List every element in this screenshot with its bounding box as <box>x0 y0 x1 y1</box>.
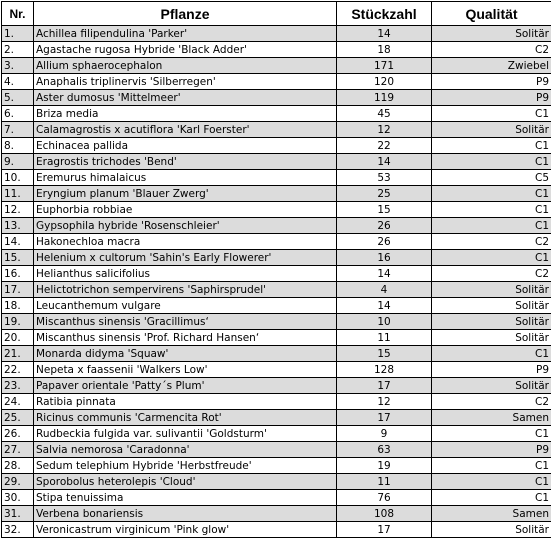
cell-qualitaet: P9 <box>432 74 551 90</box>
cell-stueckzahl: 26 <box>337 218 432 234</box>
cell-nr: 8. <box>2 138 34 154</box>
table-row <box>2 234 551 250</box>
table-row <box>2 298 551 314</box>
cell-qualitaet: C1 <box>432 474 551 490</box>
cell-pflanze: Achillea filipendulina 'Parker' <box>34 26 337 42</box>
cell-stueckzahl: 17 <box>337 410 432 426</box>
cell-qualitaet: Zwiebel <box>432 58 551 74</box>
cell-qualitaet: P9 <box>432 90 551 106</box>
table-row <box>2 458 551 474</box>
cell-stueckzahl: 14 <box>337 266 432 282</box>
table-row <box>2 490 551 506</box>
cell-nr: 26. <box>2 426 34 442</box>
cell-pflanze: Agastache rugosa Hybride 'Black Adder' <box>34 42 337 58</box>
cell-stueckzahl: 171 <box>337 58 432 74</box>
cell-nr: 29. <box>2 474 34 490</box>
cell-nr: 13. <box>2 218 34 234</box>
table-row <box>2 74 551 90</box>
table-row <box>2 522 551 538</box>
cell-nr: 24. <box>2 394 34 410</box>
header-row <box>2 2 551 26</box>
cell-qualitaet: Samen <box>432 410 551 426</box>
cell-pflanze: Ricinus communis 'Carmencita Rot' <box>34 410 337 426</box>
cell-qualitaet: C1 <box>432 346 551 362</box>
cell-pflanze: Nepeta x faassenii 'Walkers Low' <box>34 362 337 378</box>
cell-nr: 11. <box>2 186 34 202</box>
cell-qualitaet: C1 <box>432 250 551 266</box>
cell-nr: 22. <box>2 362 34 378</box>
table-row <box>2 442 551 458</box>
column-header-qualitaet: Qualität <box>432 2 551 26</box>
cell-stueckzahl: 119 <box>337 90 432 106</box>
cell-pflanze: Euphorbia robbiae <box>34 202 337 218</box>
cell-pflanze: Leucanthemum vulgare <box>34 298 337 314</box>
cell-qualitaet: C2 <box>432 42 551 58</box>
cell-pflanze: Miscanthus sinensis 'Prof. Richard Hansen‘ <box>34 330 337 346</box>
cell-nr: 3. <box>2 58 34 74</box>
cell-nr: 2. <box>2 42 34 58</box>
cell-qualitaet: C2 <box>432 234 551 250</box>
cell-qualitaet: Solitär <box>432 314 551 330</box>
table-row <box>2 426 551 442</box>
table-row <box>2 362 551 378</box>
cell-nr: 10. <box>2 170 34 186</box>
cell-qualitaet: C1 <box>432 458 551 474</box>
cell-stueckzahl: 14 <box>337 154 432 170</box>
table-row <box>2 266 551 282</box>
table-row <box>2 154 551 170</box>
table-row <box>2 282 551 298</box>
cell-stueckzahl: 19 <box>337 458 432 474</box>
table-row <box>2 218 551 234</box>
cell-stueckzahl: 45 <box>337 106 432 122</box>
table-row <box>2 346 551 362</box>
column-header-nr: Nr. <box>2 2 34 26</box>
cell-nr: 12. <box>2 202 34 218</box>
table-row <box>2 378 551 394</box>
cell-nr: 16. <box>2 266 34 282</box>
cell-stueckzahl: 16 <box>337 250 432 266</box>
cell-pflanze: Ratibia pinnata <box>34 394 337 410</box>
cell-nr: 6. <box>2 106 34 122</box>
cell-nr: 15. <box>2 250 34 266</box>
table-row <box>2 90 551 106</box>
table-row <box>2 106 551 122</box>
table-body <box>2 26 551 538</box>
cell-nr: 20. <box>2 330 34 346</box>
cell-stueckzahl: 11 <box>337 474 432 490</box>
cell-pflanze: Aster dumosus 'Mittelmeer' <box>34 90 337 106</box>
cell-qualitaet: Solitär <box>432 26 551 42</box>
cell-qualitaet: Solitär <box>432 298 551 314</box>
cell-qualitaet: Solitär <box>432 330 551 346</box>
table-row <box>2 394 551 410</box>
cell-stueckzahl: 14 <box>337 298 432 314</box>
cell-nr: 21. <box>2 346 34 362</box>
cell-nr: 1. <box>2 26 34 42</box>
table-row <box>2 410 551 426</box>
cell-pflanze: Monarda didyma 'Squaw' <box>34 346 337 362</box>
cell-stueckzahl: 14 <box>337 26 432 42</box>
cell-pflanze: Allium sphaerocephalon <box>34 58 337 74</box>
cell-qualitaet: Samen <box>432 506 551 522</box>
cell-nr: 28. <box>2 458 34 474</box>
cell-pflanze: Briza media <box>34 106 337 122</box>
cell-nr: 31. <box>2 506 34 522</box>
cell-qualitaet: C1 <box>432 138 551 154</box>
cell-pflanze: Hakonechloa macra <box>34 234 337 250</box>
cell-stueckzahl: 12 <box>337 394 432 410</box>
table-row <box>2 58 551 74</box>
cell-stueckzahl: 120 <box>337 74 432 90</box>
table-row <box>2 186 551 202</box>
cell-nr: 23. <box>2 378 34 394</box>
table-row <box>2 138 551 154</box>
table-row <box>2 26 551 42</box>
cell-stueckzahl: 9 <box>337 426 432 442</box>
cell-stueckzahl: 4 <box>337 282 432 298</box>
cell-nr: 18. <box>2 298 34 314</box>
cell-qualitaet: C2 <box>432 394 551 410</box>
cell-stueckzahl: 15 <box>337 202 432 218</box>
table-row <box>2 170 551 186</box>
cell-stueckzahl: 108 <box>337 506 432 522</box>
column-header-stueckzahl: Stückzahl <box>337 2 432 26</box>
cell-pflanze: Calamagrostis x acutiflora 'Karl Foerster' <box>34 122 337 138</box>
cell-stueckzahl: 17 <box>337 378 432 394</box>
cell-stueckzahl: 17 <box>337 522 432 538</box>
table-row <box>2 250 551 266</box>
cell-qualitaet: C5 <box>432 170 551 186</box>
cell-pflanze: Eragrostis trichodes 'Bend' <box>34 154 337 170</box>
cell-qualitaet: C1 <box>432 490 551 506</box>
cell-qualitaet: P9 <box>432 442 551 458</box>
cell-pflanze: Gypsophila hybride 'Rosenschleier' <box>34 218 337 234</box>
cell-nr: 9. <box>2 154 34 170</box>
cell-stueckzahl: 25 <box>337 186 432 202</box>
cell-qualitaet: Solitär <box>432 522 551 538</box>
cell-nr: 27. <box>2 442 34 458</box>
table-header <box>2 2 551 26</box>
cell-qualitaet: C1 <box>432 186 551 202</box>
cell-nr: 30. <box>2 490 34 506</box>
table-row <box>2 474 551 490</box>
cell-stueckzahl: 12 <box>337 122 432 138</box>
cell-stueckzahl: 18 <box>337 42 432 58</box>
cell-nr: 5. <box>2 90 34 106</box>
cell-pflanze: Papaver orientale 'Patty´s Plum' <box>34 378 337 394</box>
cell-pflanze: Verbena bonariensis <box>34 506 337 522</box>
cell-qualitaet: Solitär <box>432 282 551 298</box>
cell-qualitaet: Solitär <box>432 378 551 394</box>
table-row <box>2 122 551 138</box>
cell-pflanze: Veronicastrum virginicum 'Pink glow' <box>34 522 337 538</box>
cell-stueckzahl: 63 <box>337 442 432 458</box>
table-row <box>2 202 551 218</box>
plant-table <box>1 1 551 538</box>
cell-stueckzahl: 15 <box>337 346 432 362</box>
cell-qualitaet: Solitär <box>432 122 551 138</box>
column-header-pflanze: Pflanze <box>34 2 337 26</box>
table-row <box>2 330 551 346</box>
table-row <box>2 506 551 522</box>
cell-pflanze: Helenium x cultorum 'Sahin's Early Flowerer' <box>34 250 337 266</box>
cell-pflanze: Helictotrichon sempervirens 'Saphirsprudel' <box>34 282 337 298</box>
cell-stueckzahl: 22 <box>337 138 432 154</box>
cell-qualitaet: C2 <box>432 266 551 282</box>
table-row <box>2 42 551 58</box>
cell-pflanze: Rudbeckia fulgida var. sulivantii 'Goldsturm' <box>34 426 337 442</box>
cell-pflanze: Helianthus salicifolius <box>34 266 337 282</box>
cell-stueckzahl: 128 <box>337 362 432 378</box>
cell-qualitaet: C1 <box>432 426 551 442</box>
cell-pflanze: Sedum telephium Hybride 'Herbstfreude' <box>34 458 337 474</box>
cell-nr: 19. <box>2 314 34 330</box>
cell-pflanze: Echinacea pallida <box>34 138 337 154</box>
cell-stueckzahl: 10 <box>337 314 432 330</box>
cell-pflanze: Anaphalis triplinervis 'Silberregen' <box>34 74 337 90</box>
table-row <box>2 314 551 330</box>
cell-stueckzahl: 76 <box>337 490 432 506</box>
cell-nr: 32. <box>2 522 34 538</box>
cell-qualitaet: P9 <box>432 362 551 378</box>
cell-qualitaet: C1 <box>432 218 551 234</box>
cell-stueckzahl: 11 <box>337 330 432 346</box>
cell-nr: 14. <box>2 234 34 250</box>
cell-pflanze: Eremurus himalaicus <box>34 170 337 186</box>
cell-pflanze: Salvia nemorosa 'Caradonna' <box>34 442 337 458</box>
cell-pflanze: Miscanthus sinensis 'Gracillimus‘ <box>34 314 337 330</box>
cell-nr: 25. <box>2 410 34 426</box>
cell-nr: 7. <box>2 122 34 138</box>
cell-qualitaet: C1 <box>432 202 551 218</box>
cell-stueckzahl: 53 <box>337 170 432 186</box>
cell-pflanze: Eryngium planum 'Blauer Zwerg' <box>34 186 337 202</box>
cell-pflanze: Stipa tenuissima <box>34 490 337 506</box>
cell-nr: 4. <box>2 74 34 90</box>
cell-pflanze: Sporobolus heterolepis 'Cloud' <box>34 474 337 490</box>
cell-qualitaet: C1 <box>432 154 551 170</box>
cell-qualitaet: C1 <box>432 106 551 122</box>
cell-stueckzahl: 26 <box>337 234 432 250</box>
cell-nr: 17. <box>2 282 34 298</box>
